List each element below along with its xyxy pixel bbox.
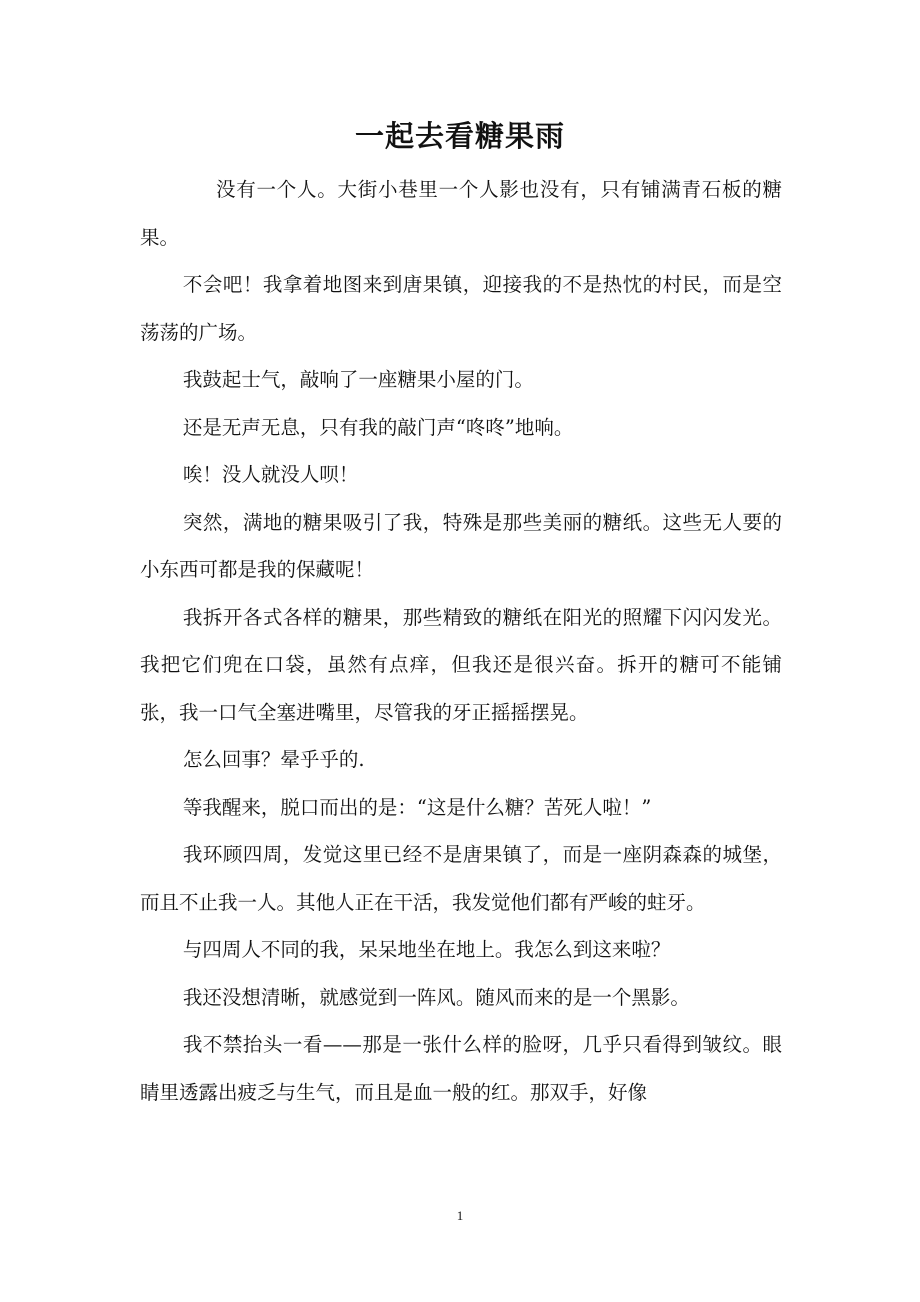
- paragraph: 突然，满地的糖果吸引了我，特殊是那些美丽的糖纸。这些无人要的小东西可都是我的保藏呢！: [140, 510, 782, 581]
- paragraph: 我鼓起士气，敲响了一座糖果小屋的门。: [182, 368, 534, 391]
- paragraph: 等我醒来，脱口而出的是：“这是什么糖？苦死人啦！”: [182, 795, 652, 819]
- paragraph: 我拆开各式各样的糖果，那些精致的糖纸在阳光的照耀下闪闪发光。我把它们兜在口袋，虽然有点痒，但我还是很兴奋。拆开的糖可不能铺张，我一口气全塞进嘴里，尽管我的牙正摇摇摆晃。: [140, 605, 782, 724]
- paragraph: 我不禁抬头一看——那是一张什么样的脸呀，几乎只看得到皱纹。眼睛里透露出疲乏与生气，而且是血一般的红。那双手，好像: [140, 1033, 782, 1104]
- paragraph: 我还没想清晰，就感觉到一阵风。随风而来的是一个黑影。: [182, 985, 690, 1009]
- paragraph: 怎么回事？晕乎乎的.: [182, 748, 365, 771]
- page-number: 1: [456, 1208, 464, 1223]
- paragraph: 我环顾四周，发觉这里已经不是唐果镇了，而是一座阴森森的城堡，而且不止我一人。其他人正在干活，我发觉他们都有严峻的蛀牙。: [140, 843, 782, 914]
- document-body: [140, 166, 782, 1116]
- paragraph: 还是无声无息，只有我的敲门声“咚咚”地响。: [182, 415, 574, 439]
- paragraph: 唉！没人就没人呗！: [182, 463, 359, 486]
- document-title: 一起去看糖果雨: [354, 119, 565, 153]
- paragraph: 与四周人不同的我，呆呆地坐在地上。我怎么到这来啦？: [182, 938, 671, 961]
- paragraph: 没有一个人。大街小巷里一个人影也没有，只有铺满青石板的糖果。: [140, 178, 782, 249]
- paragraph: 不会吧！我拿着地图来到唐果镇，迎接我的不是热忱的村民，而是空荡荡的广场。: [140, 273, 782, 344]
